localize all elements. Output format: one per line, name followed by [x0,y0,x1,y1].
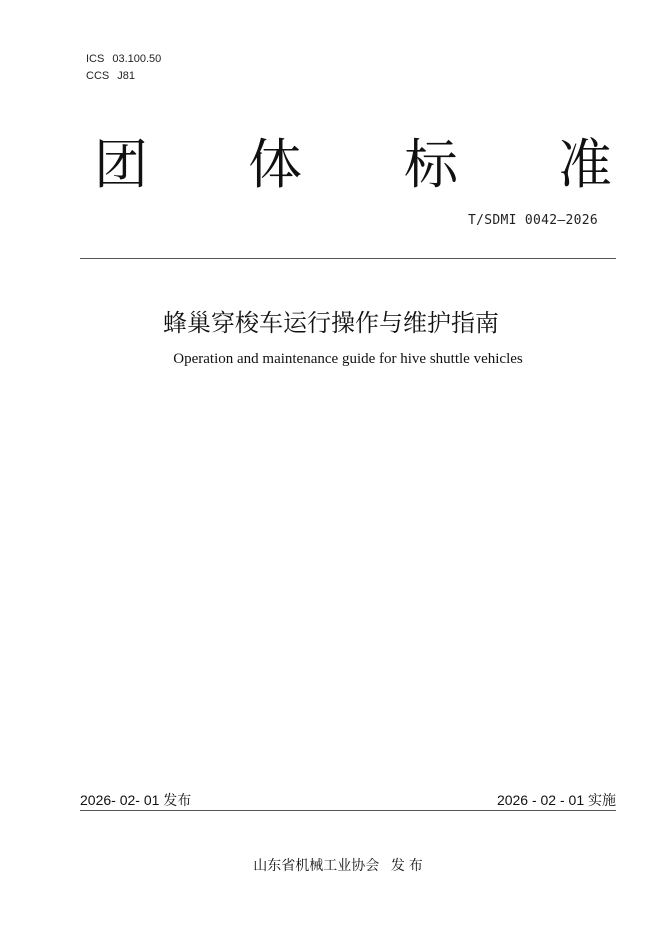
bottom-divider [80,810,616,811]
standard-type-char-2: 体 [248,133,302,196]
title-english: Operation and maintenance guide for hive shuttle vehicles [173,351,523,367]
ics-label: ICS [86,53,105,65]
standard-number: T/SDMI 0042—2026 [467,213,598,228]
ccs-code: J81 [117,70,135,82]
ccs-row [86,68,161,85]
title-chinese: 蜂巢穿梭车运行操作与维护指南 [163,309,499,337]
top-divider [80,258,616,259]
standard-type-char-3: 标 [404,133,458,196]
publish-date: 2026- 02- 01 发布 [80,792,192,808]
ics-code: 03.100.50 [112,53,162,65]
ccs-label: CCS [86,70,110,82]
ics-row [86,51,161,68]
implement-date: 2026 - 02 - 01 实施 [496,792,616,808]
issuing-organization: 山东省机械工业协会 发 布 [253,857,423,873]
standard-type-char-1: 团 [94,133,148,196]
standard-type-char-4: 准 [558,133,612,196]
classification-codes [86,51,161,85]
standard-type-heading [80,130,626,200]
